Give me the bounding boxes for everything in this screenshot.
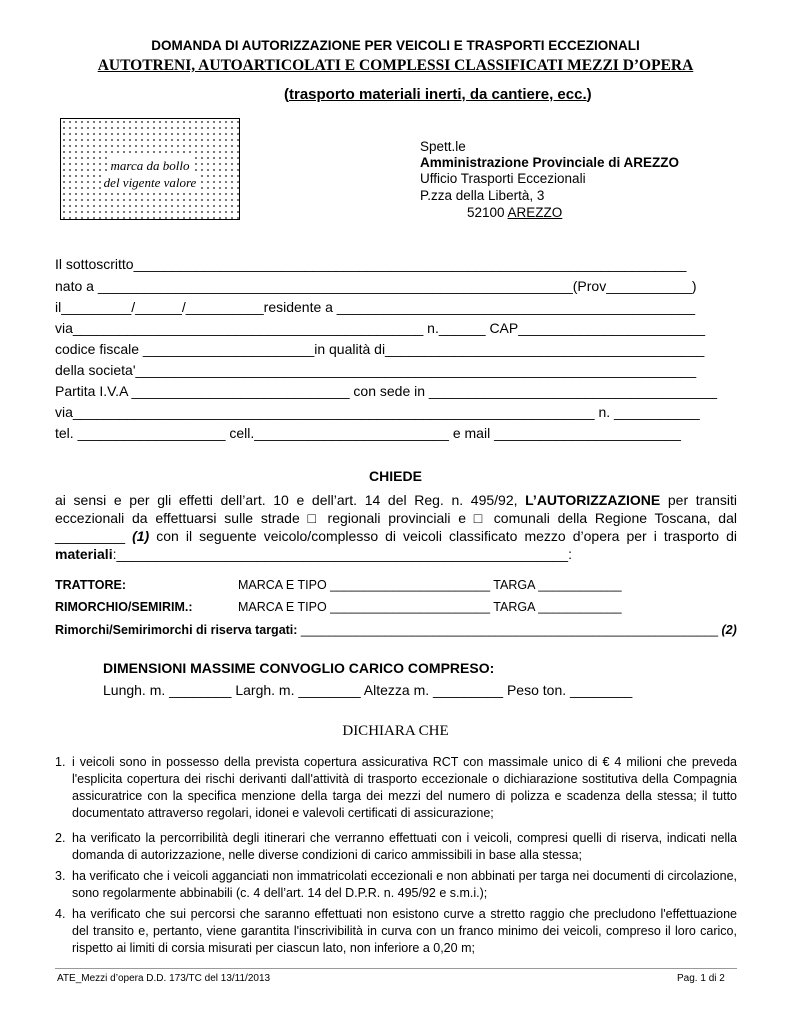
- declaration-item-3: 3. ha verificato che i veicoli agganciati non immatricolati eccezionali e non abbinati per targa nei documenti di circolazione, sono regolarmente abbinabili (c. 4 dell’art. 14 del D.P.R. n. 495/92 e s.m.i.);: [55, 869, 737, 900]
- declaration-item-2: 2. ha verificato la percorribilità degli itinerari che verranno effettuati con i veicoli, compresi quelli di riserva, indicati nella domanda di autorizzazione, nelle diverse condizioni di carico ammissibili in base alla stessa;: [55, 831, 737, 862]
- reserve-trailers-line[interactable]: Rimorchi/Semirimorchi di riserva targati: ____________________________________________________________ (2): [55, 623, 737, 637]
- footer-divider: [55, 968, 737, 969]
- declaration-item-4: 4. ha verificato che sui percorsi che saranno effettuati non esistono curve a stretto raggio che precludono l'effettuazione del transito e, pertanto, viene garantita l'inscrivibilità in curva con un franco minimo dei veicoli, compreso il loro carico, rispetto ai limiti di corsia misurati per ciascun lato, non inferiore a 0,20 m;: [55, 907, 737, 955]
- form-line-applicant[interactable]: Il sottoscritto_______________________________________________________________________: [55, 256, 687, 272]
- document-title: DOMANDA DI AUTORIZZAZIONE PER VEICOLI E TRASPORTI ECCEZIONALI: [151, 38, 640, 53]
- request-paragraph: ai sensi e per gli effetti dell’art. 10 e dell’art. 14 del Reg. n. 495/92, L’AUTORIZZAZIONE per transiti eccezionali da effettuarsi sulle strade □ regionali provinciali e □ comunali della Regione Toscana, dal _________ (1) con il seguente veicolo/complesso di veicoli classificato mezzo d’opera per i trasporto di materiali:__________________________________________________________:: [55, 492, 738, 562]
- page-number: Pag. 1 di 2: [677, 973, 725, 984]
- dimensions-heading: DIMENSIONI MASSIME CONVOGLIO CARICO COMPRESO:: [103, 660, 495, 676]
- chiede-heading: CHIEDE: [369, 468, 422, 484]
- declaration-item-1: 1. i veicoli sono in possesso della prevista copertura assicurativa RCT con massimale unico di € 4 milioni che preveda l'esplicita copertura dei rischi derivanti dall'attività di trasporto eccezionale o dichiarazione sostitutiva della Compagnia assicuratrice con la specifica menzione della targa dei mezzi del numero di polizza e scadenza della stessa; il tutto documentato attraverso regolari, idonei e valevoli certificati di assicurazione;: [55, 755, 737, 820]
- form-line-company-address[interactable]: via___________________________________________________________________ n. ___________: [55, 404, 700, 420]
- document-scope: (trasporto materiali inerti, da cantiere, ecc.): [284, 86, 592, 103]
- stamp-line-1: marca da bollo: [110, 158, 190, 173]
- form-line-birthdate-residence[interactable]: il_________/______/__________residente a ______________________________________________: [55, 299, 695, 315]
- dichiara-heading: DICHIARA CHE: [342, 723, 449, 739]
- trailer-label: RIMORCHIO/SEMIRIM.:: [55, 600, 193, 614]
- recipient-city: 52100 AREZZO: [467, 205, 563, 220]
- form-line-contacts[interactable]: tel. ___________________ cell._________________________ e mail ________________________: [55, 425, 681, 441]
- trailer-fields[interactable]: MARCA E TIPO _______________________ TARGA ____________: [238, 600, 622, 614]
- recipient-office: Ufficio Trasporti Eccezionali: [420, 171, 586, 186]
- tractor-label: TRATTORE:: [55, 578, 127, 592]
- recipient-name: Amministrazione Provinciale di AREZZO: [420, 155, 680, 170]
- footer-reference: ATE_Mezzi d’opera D.D. 173/TC del 13/11/2013: [57, 973, 271, 984]
- form-line-address[interactable]: via_____________________________________________ n.______ CAP________________________: [55, 320, 706, 336]
- document-subtitle: AUTOTRENI, AUTOARTICOLATI E COMPLESSI CLASSIFICATI MEZZI D’OPERA: [97, 57, 694, 74]
- form-line-vat[interactable]: Partita I.V.A ____________________________ con sede in _____________________________________: [55, 383, 718, 399]
- form-line-tax-code[interactable]: codice fiscale ______________________in qualità di_________________________________________: [55, 341, 705, 357]
- tractor-fields[interactable]: MARCA E TIPO _______________________ TARGA ____________: [238, 578, 622, 592]
- stamp-line-2: del vigente valore: [103, 175, 197, 190]
- form-line-company[interactable]: della societa'________________________________________________________________________: [55, 362, 697, 378]
- dimensions-fields[interactable]: Lungh. m. ________ Largh. m. ________ Altezza m. _________ Peso ton. ________: [103, 682, 633, 698]
- recipient-salutation: Spett.le: [420, 139, 466, 154]
- revenue-stamp-box: [60, 118, 240, 220]
- form-line-birthplace[interactable]: nato a _____________________________________________________________(Prov___________): [55, 278, 697, 294]
- recipient-street: P.zza della Libertà, 3: [420, 188, 545, 203]
